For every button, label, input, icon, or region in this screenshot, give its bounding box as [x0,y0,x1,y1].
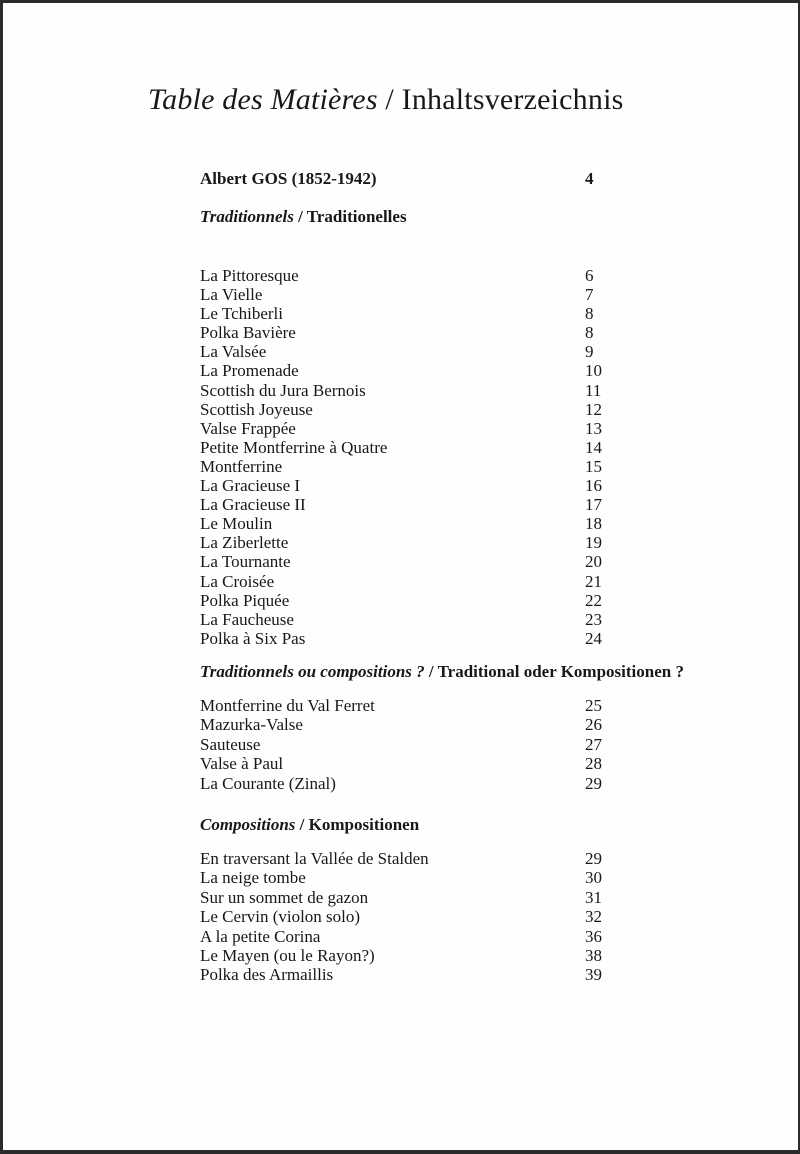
toc-entry-page-number: 12 [585,399,602,419]
toc-entry-title: Petite Montferrine à Quatre [200,437,388,457]
toc-entry-page-number: 30 [585,868,602,888]
toc-entry-title: La Ziberlette [200,533,289,553]
toc-section [200,662,684,793]
toc-entry-page-number: 15 [585,456,602,476]
toc-entry-title: La Croisée [200,571,275,591]
toc-entry-title: Polka Piquée [200,590,290,610]
section-heading [200,662,684,682]
section-heading-french: Traditionnels ou compositions ? [200,662,425,681]
toc-entry [200,868,662,887]
section-heading-french: Traditionnels [200,207,294,226]
toc-entry-title: La Tournante [200,552,291,572]
toc-entry-page-number: 6 [585,266,594,285]
toc-entry-title: La Faucheuse [200,609,294,629]
toc-entry-title: La Courante (Zinal) [200,773,336,793]
toc-entry-title: La Promenade [200,361,299,381]
section-heading-german: Traditional oder Kompositionen ? [437,662,684,681]
toc-entry [200,285,662,304]
author-row [200,169,662,189]
toc-entry [200,457,662,476]
toc-entry-title: Montferrine [200,456,283,476]
toc-entry-page-number: 24 [585,628,602,648]
toc-entry [200,304,662,323]
toc-entry [200,696,662,715]
toc-entry-page-number: 22 [585,590,602,610]
toc-entry [200,774,662,793]
page-title [148,81,624,119]
section-entries [200,266,662,648]
page-title-german: Inhaltsverzeichnis [401,83,624,116]
toc-entry-page-number: 8 [585,323,594,343]
toc-entry-page-number: 29 [585,849,602,868]
toc-entry-title: Polka des Armaillis [200,965,334,985]
author-name: Albert GOS (1852-1942) [200,169,377,188]
toc-entry [200,323,662,342]
toc-entry-title: A la petite Corina [200,926,321,946]
page-title-french: Table des Matières [148,83,378,116]
toc-entry [200,927,662,946]
toc-entry [200,572,662,591]
toc-entry-title: Le Moulin [200,514,273,534]
toc-entry-page-number: 18 [585,514,602,534]
toc-entry-page-number: 39 [585,965,602,985]
toc-entry [200,735,662,754]
toc-entry [200,361,662,380]
toc-entry [200,610,662,629]
section-heading-german: Kompositionen [308,815,420,834]
toc-entry-title: La Vielle [200,285,263,305]
toc-entry-page-number: 8 [585,304,594,324]
toc-entry-title: Le Tchiberli [200,304,283,324]
toc-entry-title: Polka Bavière [200,323,296,343]
toc-entry [200,419,662,438]
toc-entry-page-number: 31 [585,887,602,907]
section-heading-german: Traditionelles [306,207,407,226]
toc-entry [200,552,662,571]
toc-entry-page-number: 16 [585,476,602,496]
toc-entry-title: La neige tombe [200,868,306,888]
toc-entry-title: Scottish du Jura Bernois [200,380,366,400]
toc-entry [200,476,662,495]
toc-entry-title: Le Mayen (ou le Rayon?) [200,946,375,966]
toc-entry-page-number: 36 [585,926,602,946]
toc-entry-page-number: 38 [585,946,602,966]
toc-entry-page-number: 26 [585,715,602,735]
toc-entry-page-number: 13 [585,418,602,438]
toc-entry-title: Scottish Joyeuse [200,399,313,419]
toc-section [200,207,662,648]
toc-entry-page-number: 29 [585,773,602,793]
toc-entry-title: En traversant la Vallée de Stalden [200,849,429,868]
section-entries [200,849,662,985]
toc-entry-page-number: 32 [585,907,602,927]
section-heading-separator: / [293,207,307,226]
toc-entry [200,438,662,457]
toc-entry [200,591,662,610]
toc-entry [200,533,662,552]
toc-entry-title: La Gracieuse II [200,495,306,515]
toc-entry [200,946,662,965]
toc-entry-page-number: 19 [585,533,602,553]
toc-entry-title: Valse à Paul [200,754,284,774]
section-heading [200,815,662,835]
toc-entry-page-number: 27 [585,734,602,754]
toc-entry-page-number: 25 [585,696,602,715]
toc-entry [200,381,662,400]
toc-entry [200,715,662,734]
toc-entry-title: Sur un sommet de gazon [200,887,369,907]
toc-entry-title: Polka à Six Pas [200,628,306,648]
toc-entry-page-number: 17 [585,495,602,515]
toc-entry-title: Le Cervin (violon solo) [200,907,361,927]
toc-entry [200,629,662,648]
toc-entry [200,754,662,773]
toc-entry [200,849,662,868]
section-entries [200,696,662,793]
section-heading [200,207,662,227]
toc-entry [200,400,662,419]
toc-entry-page-number: 23 [585,609,602,629]
toc-section [200,815,662,985]
toc-entry [200,514,662,533]
toc-entry-title: Valse Frappée [200,418,296,438]
toc-entry-page-number: 9 [585,342,594,362]
toc-entry [200,888,662,907]
section-heading-french: Compositions [200,815,296,834]
toc-entry-title: Mazurka-Valse [200,715,303,735]
toc-entry-page-number: 21 [585,571,602,591]
toc-entry-title: Sauteuse [200,734,261,754]
toc-entry-title: Montferrine du Val Ferret [200,696,375,715]
author-page-number: 4 [585,169,594,188]
toc-entry-page-number: 20 [585,552,602,572]
toc-entry [200,907,662,926]
toc-entry-page-number: 11 [585,380,602,400]
toc-entry-page-number: 7 [585,285,594,305]
toc-entry-title: La Gracieuse I [200,476,301,496]
section-heading-separator: / [295,815,309,834]
page-title-separator: / [377,83,402,116]
scanned-page [3,3,798,1150]
toc-entry-page-number: 14 [585,437,602,457]
toc-entry [200,495,662,514]
toc-entry-page-number: 10 [585,361,602,381]
toc-entry-title: La Pittoresque [200,266,299,285]
toc-entry [200,266,662,285]
section-heading-separator: / [424,662,438,681]
toc-entry-title: La Valsée [200,342,267,362]
toc-entry-page-number: 28 [585,754,602,774]
toc-entry [200,965,662,984]
toc-entry [200,342,662,361]
